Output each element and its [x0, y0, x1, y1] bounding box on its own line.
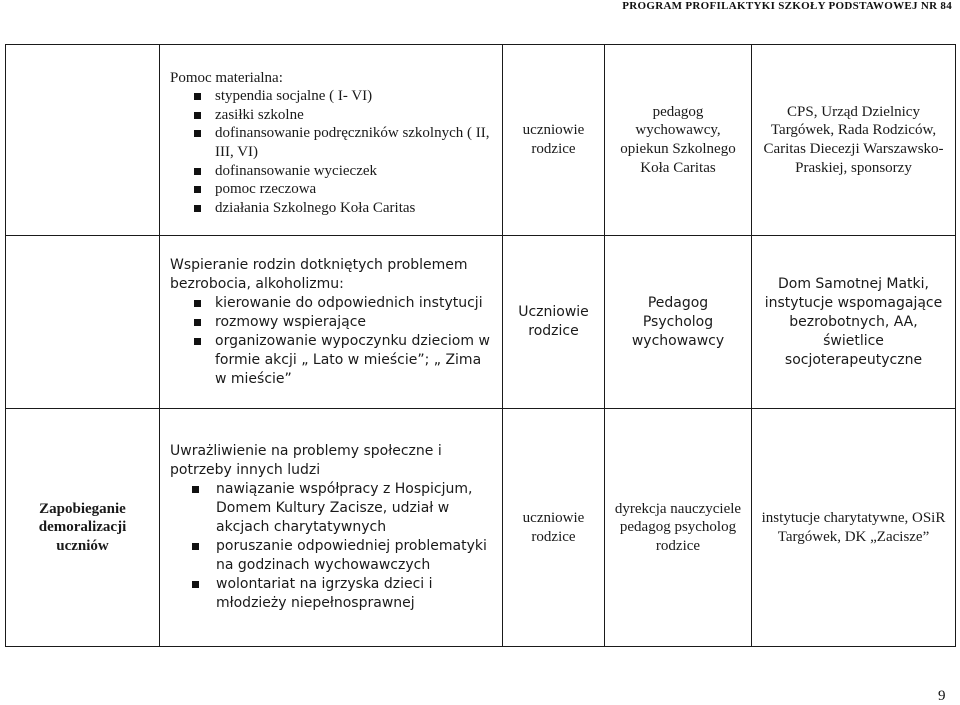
program-table	[5, 44, 956, 647]
square-bullet-icon	[194, 319, 201, 326]
list-item: poruszanie odpowiedniej problematyki na godzinach wychowawczych	[170, 537, 492, 575]
recipients-cell: uczniowie rodzice	[503, 45, 605, 236]
task-cell	[160, 409, 503, 647]
list-item: nawiązanie współpracy z Hospicjum, Domem Kultury Zacisze, udział w akcjach charytatywnych	[170, 480, 492, 537]
list-item: organizowanie wypoczynku dzieciom w formie akcji „ Lato w mieście”; „ Zima w mieście”	[170, 332, 492, 389]
list-item: pomoc rzeczowa	[170, 180, 492, 199]
task-list	[170, 480, 492, 613]
square-bullet-icon	[194, 338, 201, 345]
list-item: kierowanie do odpowiednich instytucji	[170, 294, 492, 313]
partners-cell: Dom Samotnej Matki, instytucje wspomagające bezrobotnych, AA, świetlice socjoterapeutyczne	[752, 236, 956, 409]
list-item: dofinansowanie wycieczek	[170, 162, 492, 181]
list-item: dofinansowanie podręczników szkolnych ( II, III, VI)	[170, 124, 492, 161]
task-cell	[160, 45, 503, 236]
square-bullet-icon	[192, 543, 199, 550]
partners-cell: CPS, Urząd Dzielnicy Targówek, Rada Rodziców, Caritas Diecezji Warszawsko-Praskiej, sponsorzy	[752, 45, 956, 236]
responsible-cell: dyrekcja nauczyciele pedagog psycholog rodzice	[605, 409, 752, 647]
page-number: 9	[938, 688, 946, 704]
square-bullet-icon	[194, 168, 201, 175]
list-item: stypendia socjalne ( I- VI)	[170, 87, 492, 106]
task-cell	[160, 236, 503, 409]
area-label: Zapobieganie demoralizacji uczniów	[38, 500, 127, 554]
table-row	[6, 236, 956, 409]
area-cell	[6, 236, 160, 409]
task-intro: Uwrażliwienie na problemy społeczne i potrzeby innych ludzi	[170, 443, 442, 478]
area-cell	[6, 45, 160, 236]
square-bullet-icon	[192, 581, 199, 588]
list-item: zasiłki szkolne	[170, 106, 492, 125]
recipients-cell: uczniowie rodzice	[503, 409, 605, 647]
recipients-cell: Uczniowie rodzice	[503, 236, 605, 409]
square-bullet-icon	[194, 130, 201, 137]
table-row	[6, 409, 956, 647]
page-header: PROGRAM PROFILAKTYKI SZKOŁY PODSTAWOWEJ NR 84	[622, 0, 952, 12]
square-bullet-icon	[194, 112, 201, 119]
responsible-cell: Pedagog Psycholog wychowawcy	[605, 236, 752, 409]
area-cell	[6, 409, 160, 647]
table-row	[6, 45, 956, 236]
task-list	[170, 87, 492, 217]
square-bullet-icon	[192, 486, 199, 493]
partners-cell: instytucje charytatywne, OSiR Targówek, DK „Zacisze”	[752, 409, 956, 647]
list-item: rozmowy wspierające	[170, 313, 492, 332]
task-intro: Wspieranie rodzin dotkniętych problemem bezrobocia, alkoholizmu:	[170, 256, 468, 292]
task-list	[170, 294, 492, 389]
responsible-cell: pedagog wychowawcy, opiekun Szkolnego Koła Caritas	[605, 45, 752, 236]
square-bullet-icon	[194, 93, 201, 100]
list-item: działania Szkolnego Koła Caritas	[170, 199, 492, 218]
list-item: wolontariat na igrzyska dzieci i młodzieży niepełnosprawnej	[170, 575, 492, 613]
square-bullet-icon	[194, 186, 201, 193]
square-bullet-icon	[194, 300, 201, 307]
task-intro: Pomoc materialna:	[170, 69, 283, 86]
square-bullet-icon	[194, 205, 201, 212]
